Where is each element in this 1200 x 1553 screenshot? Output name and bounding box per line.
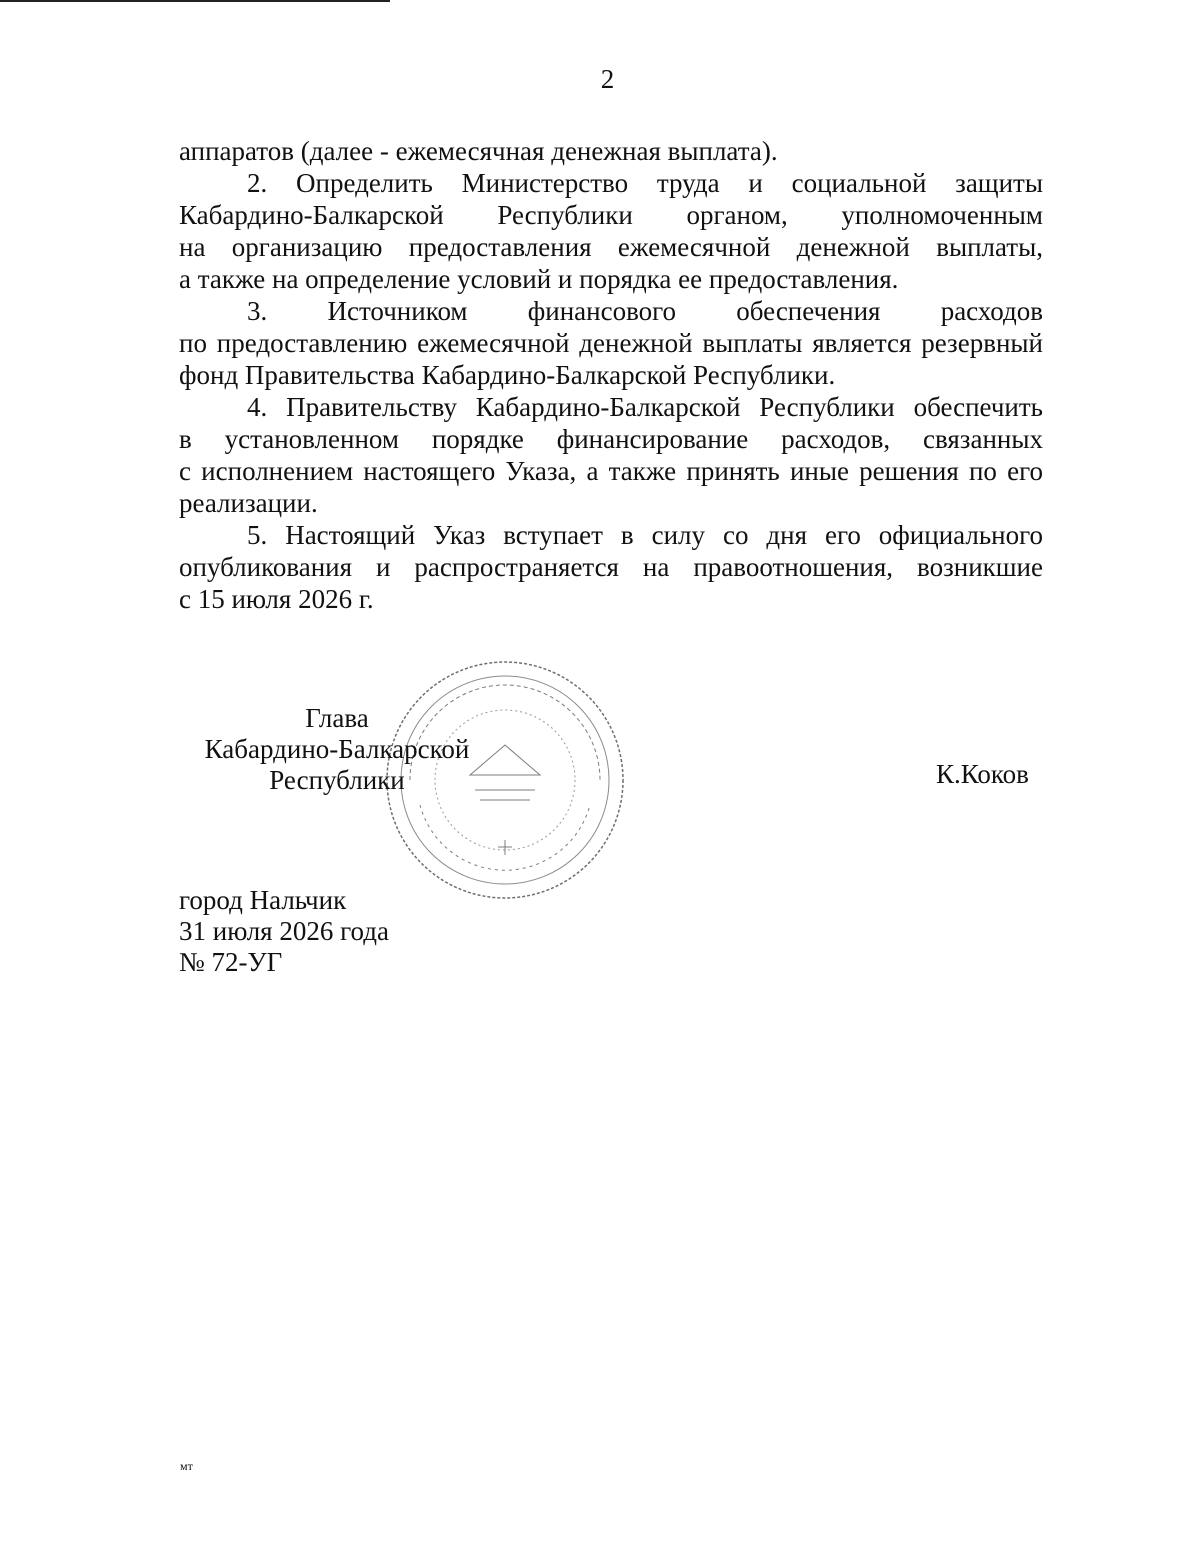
paragraph-4-line-3: с исполнением настоящего Указа, а также принять иные решения по его: [179, 456, 1043, 486]
paragraph-3-line-1: 3. Источником финансового обеспечения расходов: [247, 296, 1043, 326]
paragraph-2-line-1: 2. Определить Министерство труда и социальной защиты: [247, 168, 1043, 198]
decree-date: 31 июля 2026 года: [179, 916, 389, 946]
city: город Нальчик: [179, 885, 347, 915]
decree-number: № 72-УГ: [179, 947, 283, 977]
paragraph-4-line-1: 4. Правительству Кабардино-Балкарской Республики обеспечить: [247, 392, 1043, 422]
decree-body: [179, 135, 1043, 615]
paragraph-5-line-3: с 15 июля 2026 г.: [179, 584, 374, 614]
paragraph-2-line-2: Кабардино-Балкарской Республики органом, уполномоченным: [179, 200, 1043, 230]
paragraph-3-line-2: по предоставлению ежемесячной денежной выплаты является резервный: [179, 328, 1043, 358]
place-date-number: [179, 885, 389, 978]
paragraph-5-line-1: 5. Настоящий Указ вступает в силу со дня его официального: [247, 520, 1043, 550]
paragraph-2-line-3: на организацию предоставления ежемесячной денежной выплаты,: [179, 232, 1043, 262]
paragraph-3-line-3: фонд Правительства Кабардино-Балкарской Республики.: [179, 360, 836, 390]
signatory-title-line-2: Кабардино-Балкарской: [204, 734, 470, 764]
scan-edge-line: [0, 0, 390, 2]
footer-mark: мт: [180, 1459, 193, 1473]
paragraph-4-line-4: реализации.: [179, 488, 318, 518]
paragraph-5-line-2: опубликования и распространяется на правоотношения, возникшие: [179, 552, 1043, 582]
page-number: 2: [600, 64, 615, 94]
signatory-name: К.Коков: [936, 759, 1029, 789]
signatory-title-line-1: Глава: [305, 703, 369, 733]
signatory-title: [192, 703, 482, 796]
paragraph-1-line-1: аппаратов (далее - ежемесячная денежная выплата).: [179, 136, 778, 166]
signatory-title-line-3: Республики: [269, 765, 405, 795]
paragraph-2-line-4: а также на определение условий и порядка ее предоставления.: [179, 264, 899, 294]
paragraph-4-line-2: в установленном порядке финансирование расходов, связанных: [179, 424, 1043, 454]
